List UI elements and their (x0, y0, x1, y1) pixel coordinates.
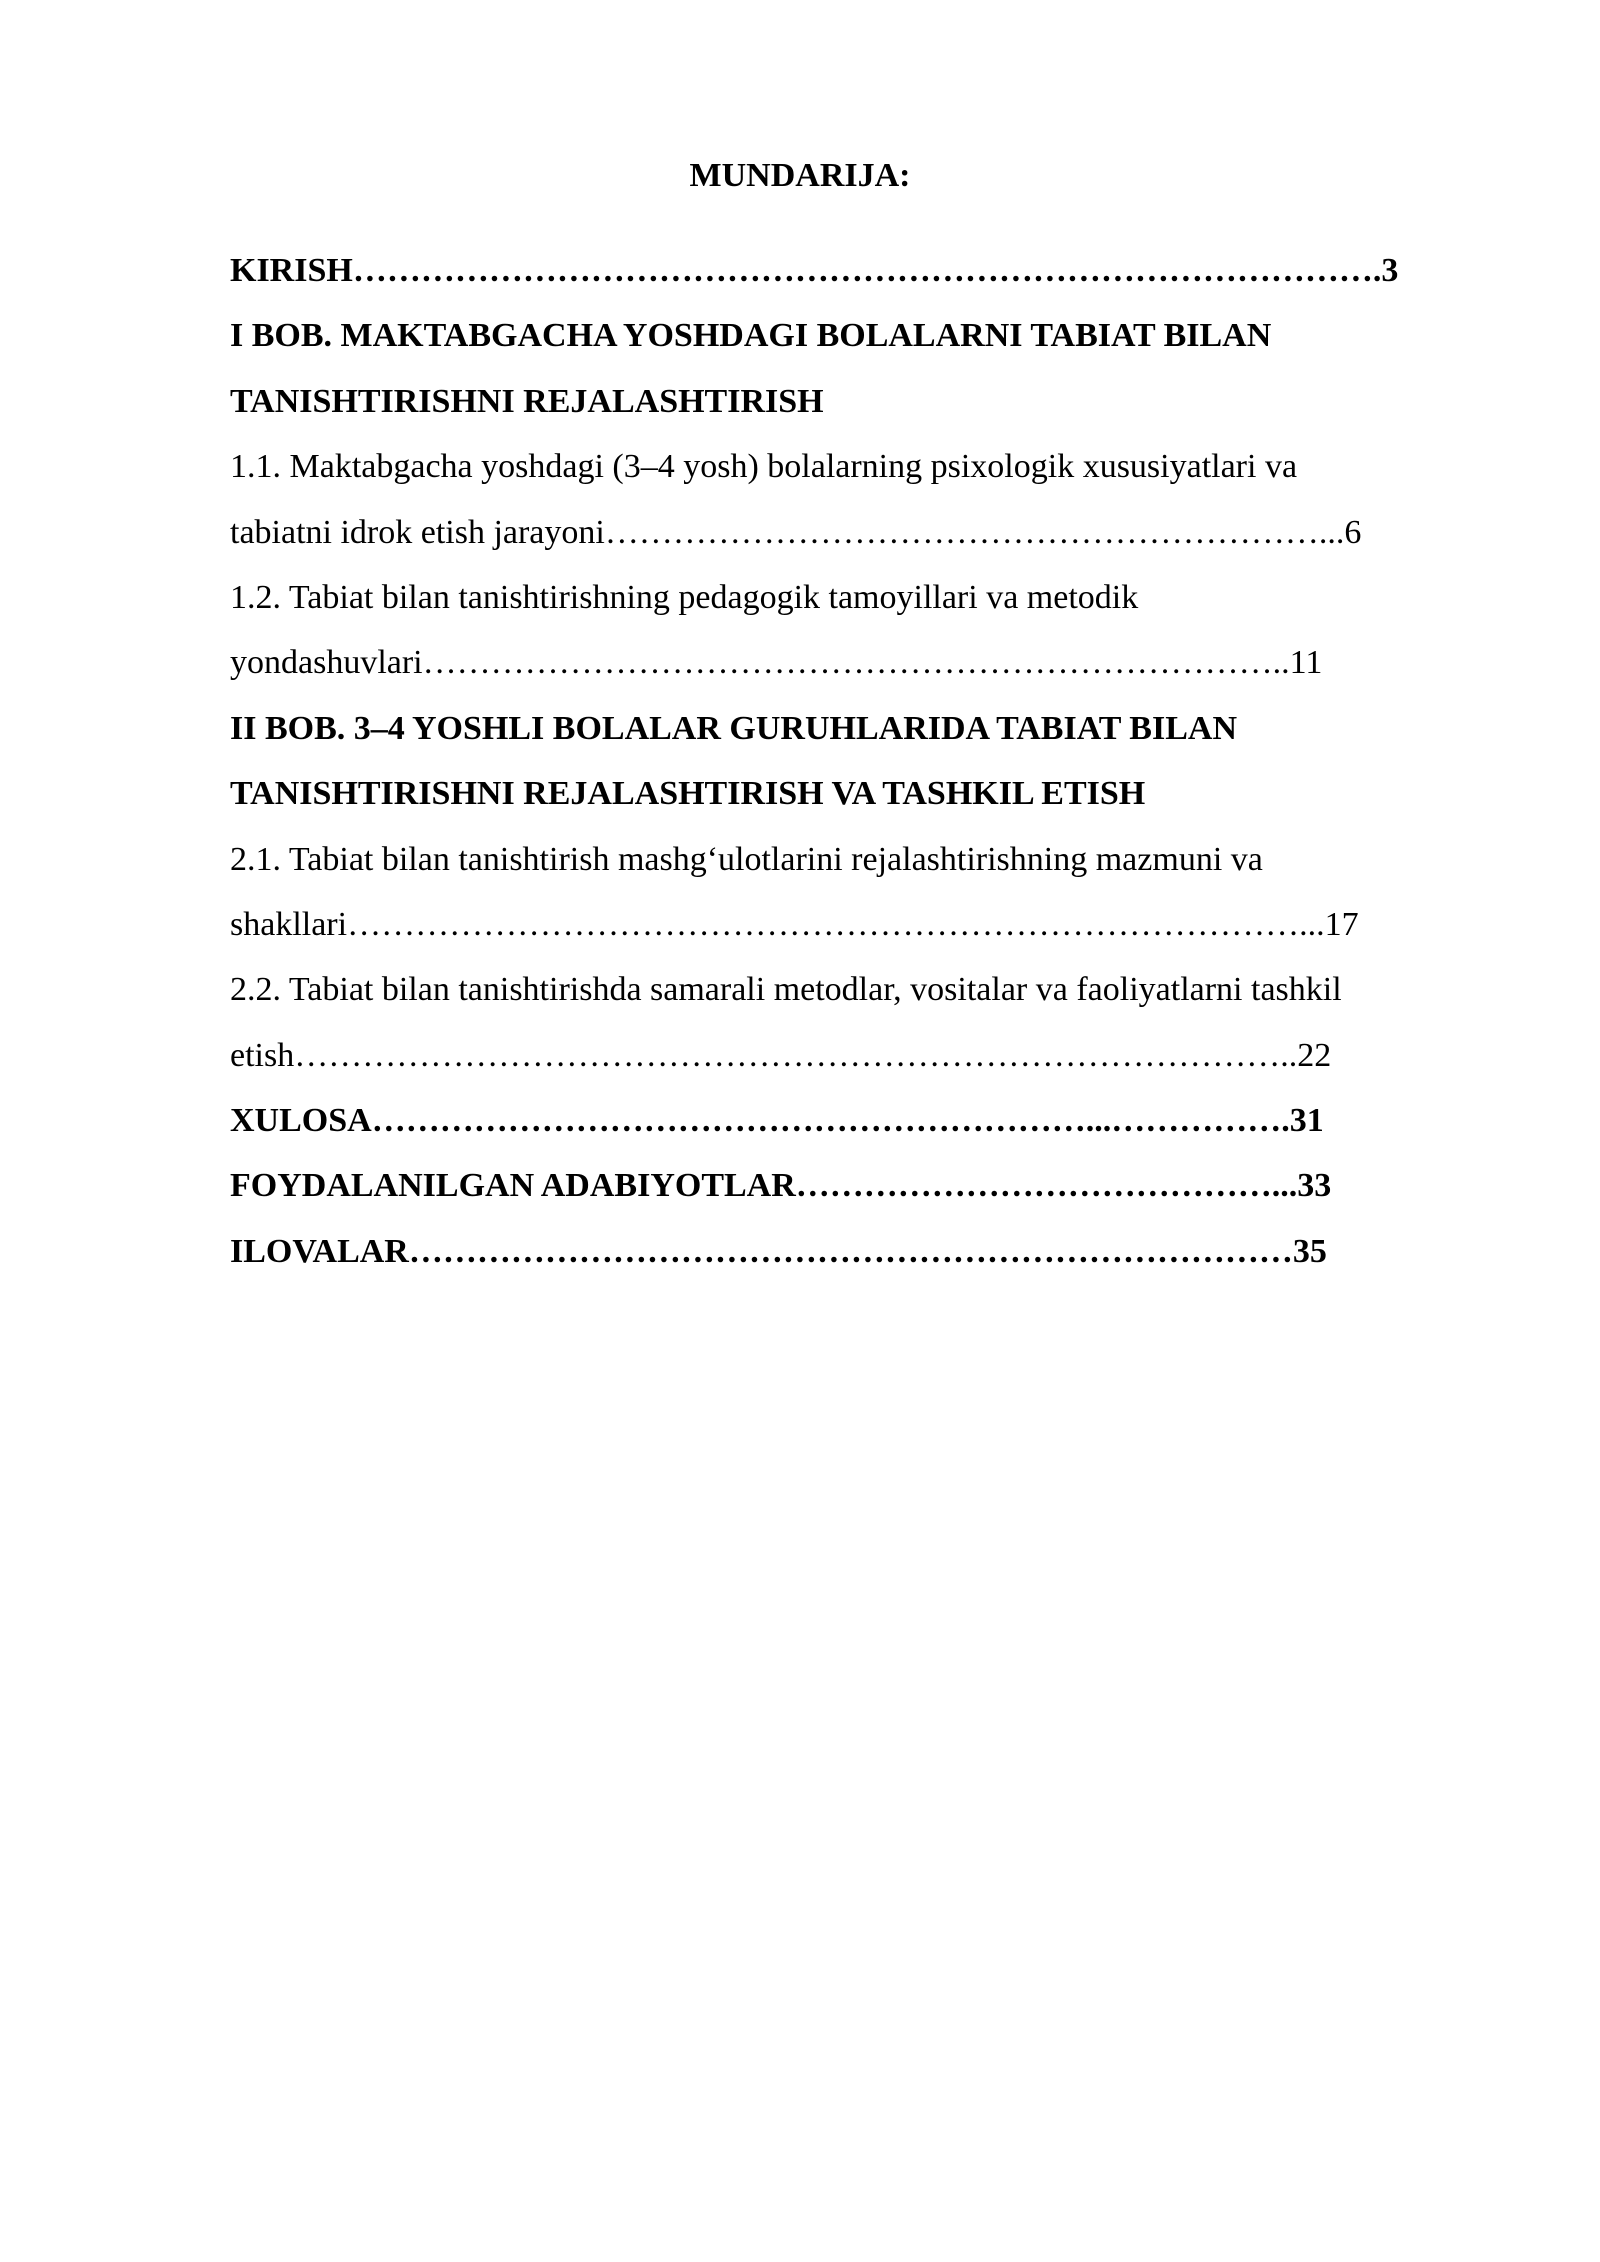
table-of-contents (230, 238, 1490, 1284)
toc-line: ILOVALAR……………………………………………………………………35 (230, 1232, 1327, 1270)
toc-line: II BOB. 3–4 YOSHLI BOLALAR GURUHLARIDA TABIAT BILAN (230, 709, 1238, 747)
toc-line: TANISHTIRISHNI REJALASHTIRISH VA TASHKIL ETISH (230, 775, 1146, 813)
toc-line: etish……………………………………………………………………………..22 (230, 1036, 1332, 1074)
toc-line: TANISHTIRISHNI REJALASHTIRISH (230, 382, 824, 420)
toc-line: tabiatni idrok etish jarayoni………………………………………………………...6 (230, 513, 1362, 551)
toc-line: 1.1. Maktabgacha yoshdagi (3–4 yosh) bolalarning psixologik xususiyatlari va (230, 448, 1298, 486)
page-title: MUNDARIJA: (689, 157, 911, 194)
toc-line: 2.1. Tabiat bilan tanishtirish mashg‘ulotlarini rejalashtirishning mazmuni va (230, 840, 1263, 878)
toc-line: 1.2. Tabiat bilan tanishtirishning pedagogik tamoyillari va metodik (230, 578, 1139, 616)
toc-line: KIRISH……………………………………………………………………………….3 (230, 252, 1399, 289)
toc-line: FOYDALANILGAN ADABIYOTLAR……………………………………...33 (230, 1167, 1332, 1205)
toc-line: shakllari…………………………………………………………………………...17 (230, 905, 1359, 943)
toc-line: yondashuvlari…………………………………………………………………..11 (230, 644, 1323, 682)
toc-line: XULOSA………………………………………………………...…………….31 (230, 1102, 1324, 1140)
toc-line: I BOB. MAKTABGACHA YOSHDAGI BOLALARNI TABIAT BILAN (230, 317, 1272, 355)
toc-line: 2.2. Tabiat bilan tanishtirishda samarali metodlar, vositalar va faoliyatlarni tashkil (230, 971, 1342, 1009)
